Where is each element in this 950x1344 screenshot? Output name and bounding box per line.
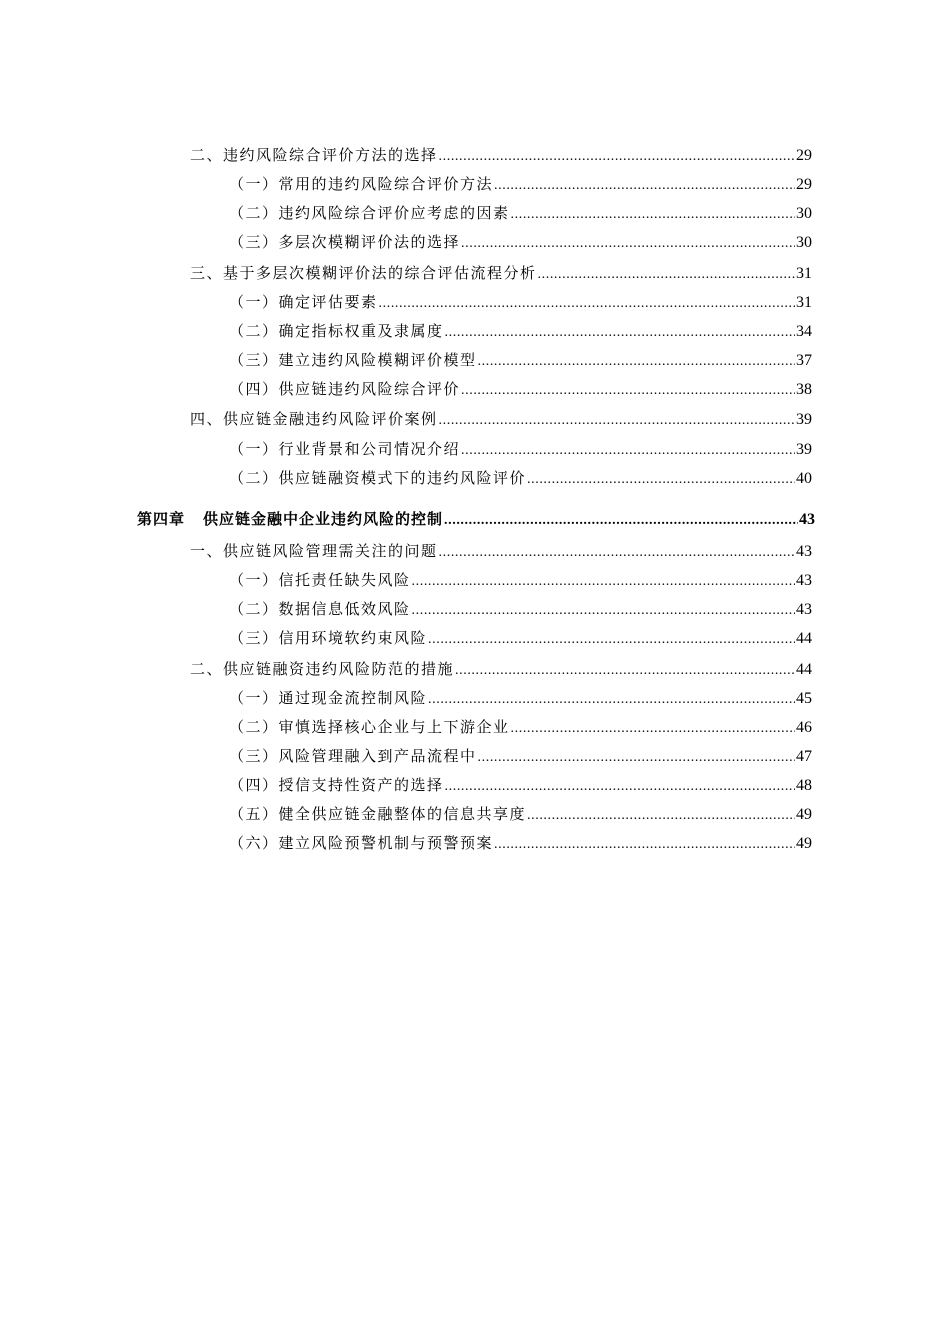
toc-chapter-number: 第四章 [137, 510, 186, 528]
toc-leader-dots [439, 145, 795, 169]
toc-chapter-label [137, 507, 443, 531]
toc-entry-label: 三、基于多层次模糊评价法的综合评估流程分析 [190, 264, 537, 282]
toc-leader-dots [461, 232, 795, 256]
toc-chapter-entry[interactable] [137, 507, 815, 531]
toc-entry[interactable] [229, 568, 812, 592]
toc-entry-label: （二）数据信息低效风险 [229, 600, 411, 618]
toc-page-number: 46 [796, 719, 812, 736]
toc-entry-label: （三）多层次模糊评价法的选择 [229, 233, 461, 251]
toc-entry[interactable] [190, 539, 812, 563]
toc-page-number: 30 [796, 205, 812, 222]
toc-page-number: 39 [796, 411, 812, 428]
toc-entry[interactable] [229, 626, 812, 650]
toc-entry-label: （一）信托责任缺失风险 [229, 571, 411, 589]
toc-leader-dots [445, 775, 795, 799]
toc-leader-dots [439, 541, 795, 565]
toc-entry[interactable] [229, 230, 812, 254]
toc-entry-label: 二、供应链融资违约风险防范的措施 [190, 660, 455, 678]
toc-page-number: 49 [796, 806, 812, 823]
toc-leader-dots [445, 321, 795, 345]
toc-entry[interactable] [229, 686, 812, 710]
toc-page-number: 31 [796, 265, 812, 282]
toc-leader-dots [412, 599, 795, 623]
toc-page-number: 44 [796, 630, 812, 647]
toc-leader-dots [428, 688, 795, 712]
toc-entry[interactable] [229, 715, 812, 739]
toc-entry[interactable] [229, 597, 812, 621]
toc-leader-dots [494, 833, 795, 857]
toc-leader-dots [461, 379, 795, 403]
toc-leader-dots [527, 468, 795, 492]
toc-leader-dots [379, 292, 795, 316]
toc-entry[interactable] [229, 744, 812, 768]
toc-entry-label: 一、供应链风险管理需关注的问题 [190, 542, 438, 560]
toc-leader-dots [444, 509, 798, 533]
toc-entry-label: （六）建立风险预警机制与预警预案 [229, 834, 494, 852]
toc-leader-dots [478, 350, 795, 374]
toc-entry-label: （二）供应链融资模式下的违约风险评价 [229, 469, 527, 487]
toc-leader-dots [428, 628, 795, 652]
toc-entry-label: （三）建立违约风险模糊评价模型 [229, 351, 477, 369]
toc-entry[interactable] [190, 143, 812, 167]
toc-page-number: 29 [796, 147, 812, 164]
toc-entry[interactable] [190, 261, 812, 285]
toc-entry[interactable] [229, 466, 812, 490]
toc-leader-dots [455, 659, 795, 683]
toc-entry[interactable] [229, 802, 812, 826]
toc-leader-dots [412, 570, 795, 594]
toc-entry[interactable] [229, 201, 812, 225]
toc-entry-label: （二）违约风险综合评价应考虑的因素 [229, 204, 510, 222]
toc-page-number: 44 [796, 661, 812, 678]
toc-entry-label: （一）通过现金流控制风险 [229, 689, 428, 707]
toc-page-number: 48 [796, 777, 812, 794]
toc-page-number: 39 [796, 441, 812, 458]
toc-entry-label: 四、供应链金融违约风险评价案例 [190, 410, 438, 428]
toc-page-number: 34 [796, 323, 812, 340]
toc-entry[interactable] [229, 437, 812, 461]
toc-leader-dots [511, 203, 795, 227]
toc-entry-label: （一）行业背景和公司情况介绍 [229, 440, 461, 458]
toc-page-number: 40 [796, 470, 812, 487]
toc-leader-dots [538, 263, 795, 287]
toc-leader-dots [527, 804, 795, 828]
toc-entry-label: （五）健全供应链金融整体的信息共享度 [229, 805, 527, 823]
toc-entry[interactable] [229, 319, 812, 343]
toc-entry-label: （四）供应链违约风险综合评价 [229, 380, 461, 398]
toc-entry-label: 二、违约风险综合评价方法的选择 [190, 146, 438, 164]
toc-page-number: 49 [796, 835, 812, 852]
toc-page-number: 45 [796, 690, 812, 707]
toc-leader-dots [478, 746, 795, 770]
toc-entry-label: （二）审慎选择核心企业与上下游企业 [229, 718, 510, 736]
toc-entry-label: （二）确定指标权重及隶属度 [229, 322, 444, 340]
toc-leader-dots [494, 174, 795, 198]
toc-page-number: 43 [796, 572, 812, 589]
toc-leader-dots [511, 717, 795, 741]
toc-page-number: 29 [796, 176, 812, 193]
toc-entry-label: （三）信用环境软约束风险 [229, 629, 428, 647]
toc-entry[interactable] [229, 172, 812, 196]
toc-leader-dots [461, 439, 795, 463]
toc-page-number: 43 [796, 601, 812, 618]
toc-entry[interactable] [229, 773, 812, 797]
toc-page-number: 31 [796, 294, 812, 311]
toc-page-number: 47 [796, 748, 812, 765]
toc-entry[interactable] [229, 290, 812, 314]
toc-page-number: 43 [799, 511, 815, 528]
toc-entry[interactable] [229, 377, 812, 401]
toc-entry[interactable] [190, 657, 812, 681]
toc-entry-label: （四）授信支持性资产的选择 [229, 776, 444, 794]
toc-entry-label: （一）确定评估要素 [229, 293, 378, 311]
toc-leader-dots [439, 409, 795, 433]
toc-page-number: 43 [796, 543, 812, 560]
toc-chapter-title: 供应链金融中企业违约风险的控制 [203, 510, 444, 528]
toc-page-number: 30 [796, 234, 812, 251]
toc-entry-label: （三）风险管理融入到产品流程中 [229, 747, 477, 765]
toc-entry[interactable] [190, 407, 812, 431]
toc-entry[interactable] [229, 348, 812, 372]
toc-page-number: 38 [796, 381, 812, 398]
toc-page-number: 37 [796, 352, 812, 369]
toc-entry-label: （一）常用的违约风险综合评价方法 [229, 175, 494, 193]
toc-entry[interactable] [229, 831, 812, 855]
